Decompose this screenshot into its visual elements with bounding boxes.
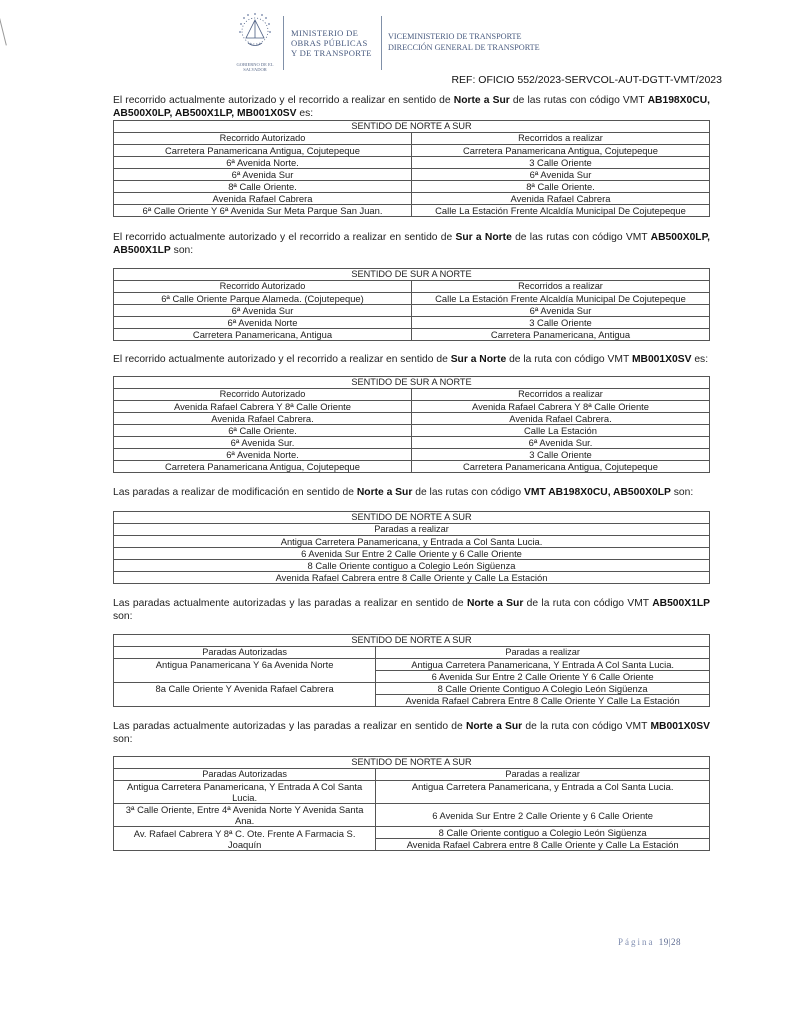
column-header: Paradas Autorizadas (114, 647, 376, 659)
table-cell: 8 Calle Oriente contiguo a Colegio León Sigüenza (376, 827, 710, 839)
table-cell: Antigua Carretera Panamericana, y Entrada a Col Santa Lucia. (114, 536, 710, 548)
table-cell: 6ª Calle Oriente. (114, 425, 412, 437)
column-header: Paradas a realizar (376, 647, 710, 659)
table-cell: Calle La Estación (412, 425, 710, 437)
table-cell: Carretera Panamericana, Antigua (114, 329, 412, 341)
route-table (113, 268, 710, 341)
table-cell: 8ª Calle Oriente. (412, 181, 710, 193)
table-row (114, 572, 710, 584)
table-row (114, 781, 710, 804)
table-row (114, 536, 710, 548)
table-cell: 6 Avenida Sur Entre 2 Calle Oriente y 6 Calle Oriente (376, 804, 710, 827)
ministry-name: MINISTERIO DE OBRAS PÚBLICAS Y DE TRANSPORTE (291, 28, 372, 58)
table-cell: Avenida Rafael Cabrera entre 8 Calle Oriente y Calle La Estación (114, 572, 710, 584)
column-header: Recorridos a realizar (412, 389, 710, 401)
table-cell: Carretera Panamericana Antigua, Cojutepeque (114, 145, 412, 157)
section-intro: El recorrido actualmente autorizado y el recorrido a realizar en sentido de Norte a Sur de las rutas con código VMT AB198X0CU, AB500X0LP, AB500X1LP, MB001X0SV es: (113, 95, 710, 119)
table-cell: 6 Avenida Sur Entre 2 Calle Oriente Y 6 Calle Oriente (376, 671, 710, 683)
column-header: Recorrido Autorizado (114, 281, 412, 293)
section-intro: El recorrido actualmente autorizado y el recorrido a realizar en sentido de Sur a Norte de la ruta con código VMT MB001X0SV es: (113, 354, 709, 365)
table-cell: Antigua Carretera Panamericana, Y Entrada A Col Santa Lucia. (376, 659, 710, 671)
stops-table (113, 634, 710, 707)
table-cell: 6ª Calle Oriente Y 6ª Avenida Sur Meta Parque San Juan. (114, 205, 412, 217)
page-number: Página 19|28 (618, 937, 682, 947)
section-intro: Las paradas a realizar de modificación en sentido de Norte a Sur de las rutas con código VMT AB198X0CU, AB500X0LP son: (113, 487, 694, 498)
table-row (114, 683, 710, 695)
table-row (114, 804, 710, 827)
table-cell: 6ª Avenida Sur (114, 169, 412, 181)
table-row (114, 401, 710, 413)
table-cell: Av. Rafael Cabrera Y 8ª C. Ote. Frente A Farmacia S. Joaquín (114, 827, 376, 851)
scan-mark (0, 6, 7, 45)
table-cell: 6 Avenida Sur Entre 2 Calle Oriente y 6 Calle Oriente (114, 548, 710, 560)
section-intro: Las paradas actualmente autorizadas y las paradas a realizar en sentido de Norte a Sur de la ruta con código VMT AB500X1LP son: (113, 598, 711, 622)
table-title: SENTIDO DE NORTE A SUR (114, 121, 710, 133)
table-cell: 3 Calle Oriente (412, 317, 710, 329)
table-cell: 6ª Avenida Sur (412, 169, 710, 181)
column-header: Paradas Autorizadas (114, 769, 376, 781)
document-body (113, 94, 710, 851)
table-cell: 8 Calle Oriente contiguo a Colegio León Sigüenza (114, 560, 710, 572)
table-cell: Avenida Rafael Cabrera Entre 8 Calle Oriente Y Calle La Estación (376, 695, 710, 707)
table-cell: 6ª Avenida Sur (114, 305, 412, 317)
table-cell: 6ª Avenida Norte (114, 317, 412, 329)
table-cell: 6ª Avenida Sur. (114, 437, 412, 449)
table-cell: Avenida Rafael Cabrera (114, 193, 412, 205)
table-cell: Avenida Rafael Cabrera. (114, 413, 412, 425)
table-cell: 6ª Calle Oriente Parque Alameda. (Cojutepeque) (114, 293, 412, 305)
header-divider (381, 16, 382, 70)
column-header: Recorrido Autorizado (114, 133, 412, 145)
table-cell: Calle La Estación Frente Alcaldía Municipal De Cojutepeque (412, 293, 710, 305)
table-cell: Avenida Rafael Cabrera. (412, 413, 710, 425)
table-row (114, 317, 710, 329)
table-title: SENTIDO DE NORTE A SUR (114, 757, 710, 769)
table-cell: Antigua Carretera Panamericana, Y Entrada A Col Santa Lucia. (114, 781, 376, 804)
table-cell: 6ª Avenida Sur. (412, 437, 710, 449)
table-row (114, 659, 710, 671)
table-row (114, 157, 710, 169)
table-row (114, 449, 710, 461)
table-cell: 8ª Calle Oriente. (114, 181, 412, 193)
table-row (114, 413, 710, 425)
stops-table (113, 756, 710, 851)
route-table (113, 376, 710, 473)
reference-number: REF: OFICIO 552/2023-SERVCOL-AUT-DGTT-VMT/2023 (451, 74, 722, 86)
table-title: SENTIDO DE SUR A NORTE (114, 269, 710, 281)
table-row (114, 329, 710, 341)
table-row (114, 145, 710, 157)
table-cell: Carretera Panamericana Antigua, Cojutepeque (412, 145, 710, 157)
column-header: Recorrido Autorizado (114, 389, 412, 401)
table-cell: 6ª Avenida Norte. (114, 449, 412, 461)
table-row (114, 205, 710, 217)
table-cell: 3 Calle Oriente (412, 157, 710, 169)
seal-caption: GOBIERNO DE EL SALVADOR (236, 62, 274, 72)
table-cell: 3ª Calle Oriente, Entre 4ª Avenida Norte Y Avenida Santa Ana. (114, 804, 376, 827)
table-cell: Avenida Rafael Cabrera Y 8ª Calle Oriente (412, 401, 710, 413)
table-cell: Carretera Panamericana Antigua, Cojutepeque (412, 461, 710, 473)
column-header: Paradas a realizar (114, 524, 710, 536)
table-row (114, 461, 710, 473)
table-title: SENTIDO DE NORTE A SUR (114, 512, 710, 524)
table-row (114, 437, 710, 449)
table-row (114, 827, 710, 839)
vice-ministry-name: VICEMINISTERIO DE TRANSPORTE DIRECCIÓN GENERAL DE TRANSPORTE (388, 32, 540, 52)
section-intro: El recorrido actualmente autorizado y el recorrido a realizar en sentido de Sur a Norte de las rutas con código VMT AB500X0LP, AB500X1LP son: (113, 232, 710, 256)
table-row (114, 560, 710, 572)
stops-table (113, 511, 710, 584)
column-header: Recorridos a realizar (412, 133, 710, 145)
column-header: Recorridos a realizar (412, 281, 710, 293)
table-row (114, 305, 710, 317)
table-cell: Carretera Panamericana Antigua, Cojutepeque (114, 461, 412, 473)
table-row (114, 293, 710, 305)
table-cell: Avenida Rafael Cabrera (412, 193, 710, 205)
route-table (113, 120, 710, 217)
header-divider (283, 16, 284, 70)
table-cell: 8 Calle Oriente Contiguo A Colegio León Sigüenza (376, 683, 710, 695)
table-cell: Carretera Panamericana, Antigua (412, 329, 710, 341)
table-cell: Calle La Estación Frente Alcaldía Municipal De Cojutepeque (412, 205, 710, 217)
table-row (114, 548, 710, 560)
table-row (114, 169, 710, 181)
table-cell: Antigua Carretera Panamericana, y Entrada a Col Santa Lucia. (376, 781, 710, 804)
table-cell: Antigua Panamericana Y 6a Avenida Norte (114, 659, 376, 683)
table-cell: Avenida Rafael Cabrera entre 8 Calle Oriente y Calle La Estación (376, 839, 710, 851)
table-cell: 6ª Avenida Sur (412, 305, 710, 317)
table-cell: 8a Calle Oriente Y Avenida Rafael Cabrera (114, 683, 376, 707)
table-title: SENTIDO DE NORTE A SUR (114, 635, 710, 647)
table-cell: 6ª Avenida Norte. (114, 157, 412, 169)
column-header: Paradas a realizar (376, 769, 710, 781)
table-row (114, 193, 710, 205)
table-row (114, 181, 710, 193)
table-title: SENTIDO DE SUR A NORTE (114, 377, 710, 389)
table-cell: 3 Calle Oriente (412, 449, 710, 461)
table-cell: Avenida Rafael Cabrera Y 8ª Calle Oriente (114, 401, 412, 413)
table-row (114, 425, 710, 437)
section-intro: Las paradas actualmente autorizadas y las paradas a realizar en sentido de Norte a Sur de la ruta con código VMT MB001X0SV son: (113, 721, 710, 745)
